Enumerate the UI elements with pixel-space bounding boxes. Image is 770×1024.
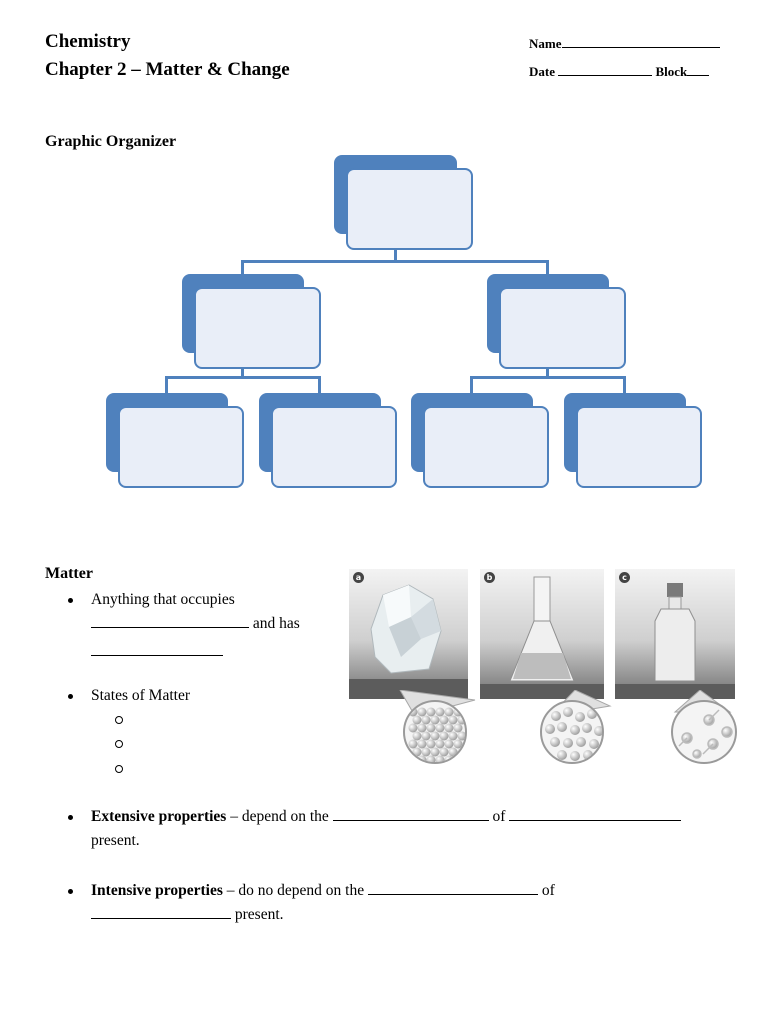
block-blank[interactable] [687, 63, 709, 76]
extensive-properties-line [91, 805, 681, 829]
sub-bullet-circle [115, 716, 123, 724]
figure-tag-a: a [353, 572, 364, 583]
bullet [68, 889, 73, 894]
solid-particles-icon [405, 702, 467, 764]
gas-photo [615, 569, 735, 699]
organizer-box-left[interactable] [194, 287, 321, 369]
blank-extensive-2[interactable] [509, 806, 681, 821]
name-label: Name [529, 36, 562, 51]
figure-tag-b: b [484, 572, 495, 583]
flask-image [480, 569, 604, 699]
extensive-definition-text: – depend on the [230, 808, 329, 825]
extensive-properties-term: Extensive properties [91, 808, 227, 825]
liquid-particle-zoom [540, 700, 604, 764]
connector-line [241, 260, 549, 263]
block-label: Block [655, 64, 688, 79]
connector-line [165, 376, 321, 379]
blank-intensive-2[interactable] [91, 904, 231, 919]
solid-photo [349, 569, 468, 699]
organizer-box-top[interactable] [346, 168, 473, 250]
date-block-field[interactable] [529, 63, 709, 80]
gas-particle-zoom [671, 700, 737, 764]
organizer-box-right-right[interactable] [576, 406, 702, 488]
extensive-present-text: present. [91, 832, 140, 849]
states-of-matter-text: States of Matter [91, 687, 191, 704]
bottle-image [615, 569, 735, 699]
bullet [68, 694, 73, 699]
intensive-properties-term: Intensive properties [91, 882, 223, 899]
intensive-present-text: present. [234, 906, 284, 923]
figure-tag-c: c [619, 572, 630, 583]
chapter-title: Chapter 2 – Matter & Change [45, 59, 290, 80]
solid-particle-zoom [403, 700, 467, 764]
intensive-definition-text: – do no depend on the [226, 882, 365, 899]
organizer-box-left-right[interactable] [271, 406, 397, 488]
sub-bullet-circle [115, 765, 123, 773]
date-blank[interactable] [558, 63, 652, 76]
intensive-line2 [91, 903, 284, 927]
matter-heading: Matter [45, 565, 93, 582]
course-title: Chemistry [45, 31, 131, 52]
liquid-photo [480, 569, 604, 699]
name-blank[interactable] [562, 35, 720, 48]
bullet [68, 598, 73, 603]
name-field[interactable] [529, 35, 720, 52]
blank-occupies[interactable] [91, 613, 249, 628]
of-text: of [492, 808, 506, 825]
graphic-organizer-heading: Graphic Organizer [45, 133, 177, 150]
sub-bullet-circle [115, 740, 123, 748]
organizer-box-right-left[interactable] [423, 406, 549, 488]
date-label: Date [529, 64, 555, 79]
blank-extensive-1[interactable] [333, 806, 489, 821]
organizer-box-right[interactable] [499, 287, 626, 369]
bullet [68, 815, 73, 820]
liquid-particles-icon [542, 702, 604, 764]
gas-particles-icon [673, 702, 737, 764]
blank-has[interactable] [91, 641, 223, 656]
crystal-image [349, 569, 468, 699]
connector-line [470, 376, 626, 379]
bullet-occupies-text: Anything that occupies [91, 591, 235, 608]
intensive-properties-line [91, 879, 555, 903]
bullet-occupies-line2 [91, 612, 300, 636]
of-text: of [541, 882, 555, 899]
organizer-box-left-left[interactable] [118, 406, 244, 488]
and-has-text: and has [252, 615, 300, 632]
blank-intensive-1[interactable] [368, 880, 538, 895]
